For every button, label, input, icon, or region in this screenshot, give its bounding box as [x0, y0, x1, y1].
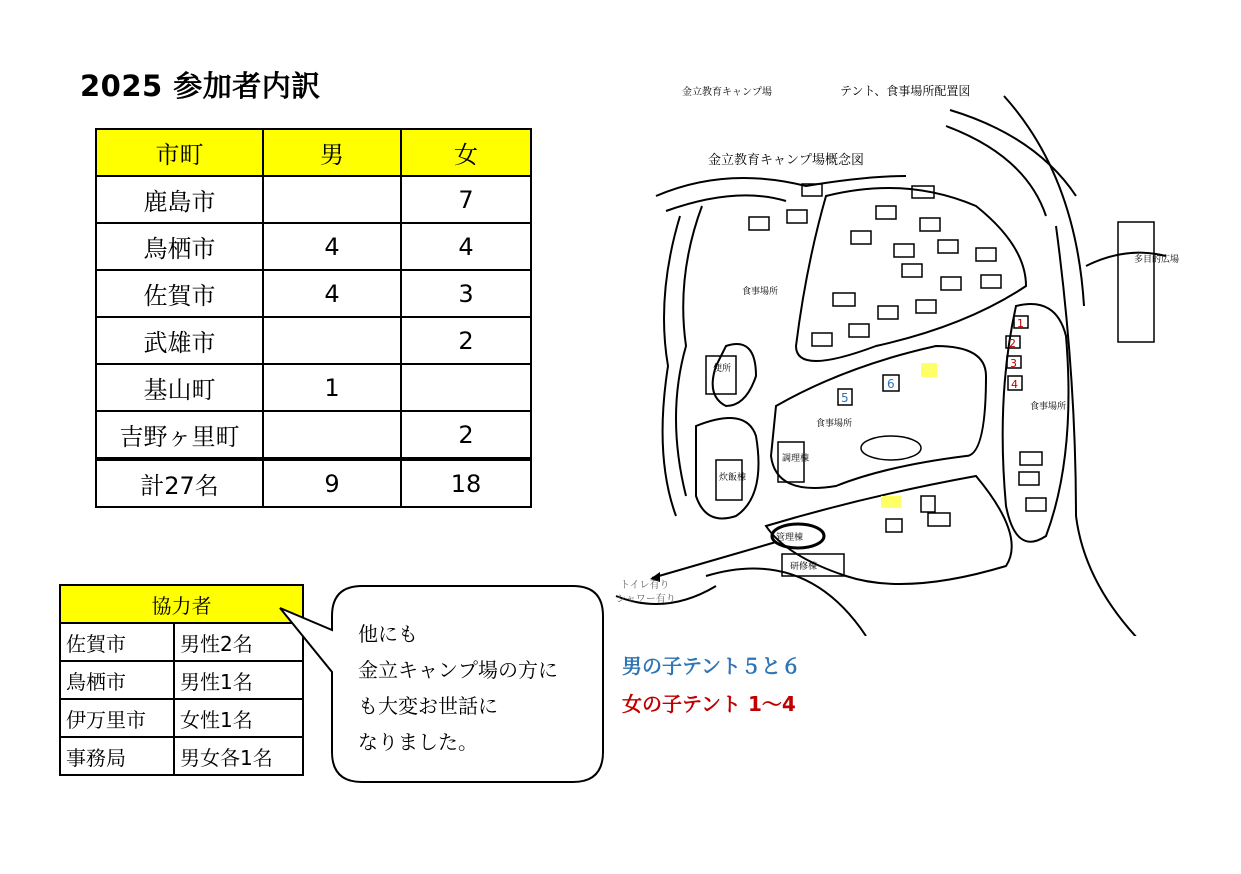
participants-table [95, 128, 532, 508]
male-cell [263, 411, 401, 459]
road-line [946, 126, 1046, 216]
female-cell: 2 [401, 411, 531, 459]
cooking-label: 調理棟 [782, 454, 810, 464]
total-female: 18 [401, 459, 531, 507]
total-male: 9 [263, 459, 401, 507]
plaza-label: 多目的広場 [1134, 255, 1180, 265]
zone-outline [713, 344, 756, 406]
legend-girls: 女の子テント 1〜4 [622, 692, 796, 716]
road-line [663, 216, 680, 516]
map-concept-title: 金立教育キャンプ場概念図 [708, 153, 865, 168]
table-row [60, 699, 303, 737]
city-cell: 佐賀市 [96, 270, 263, 317]
dining-label: 食事場所 [816, 419, 853, 429]
bubble-line: 金立キャンプ場の方に [358, 658, 558, 682]
coop-count: 男女各1名 [174, 737, 303, 775]
table-row [96, 364, 531, 411]
female-cell: 3 [401, 270, 531, 317]
female-cell [401, 364, 531, 411]
table-row [96, 270, 531, 317]
cooperators-table [59, 584, 304, 776]
bubble-line: なりました。 [358, 730, 478, 754]
header-female: 女 [401, 129, 531, 176]
arrow-line [652, 542, 776, 578]
header-male: 男 [263, 129, 401, 176]
table-header-row [96, 129, 531, 176]
coop-place: 事務局 [60, 737, 174, 775]
total-row [96, 459, 531, 507]
coop-place: 佐賀市 [60, 623, 174, 661]
page-title: 2025 参加者内訳 [80, 69, 321, 103]
table-row [96, 223, 531, 270]
coop-place: 伊万里市 [60, 699, 174, 737]
tent-group [749, 184, 1046, 532]
city-cell: 吉野ヶ里町 [96, 411, 263, 459]
coop-count: 女性1名 [174, 699, 303, 737]
male-cell: 4 [263, 223, 401, 270]
toilet-label: 便所 [713, 364, 732, 374]
road-line [676, 206, 702, 496]
male-cell: 4 [263, 270, 401, 317]
fire-pit [861, 436, 921, 460]
zone-outline [696, 418, 759, 519]
bubble-line: 他にも [358, 622, 418, 646]
training-label: 研修棟 [790, 562, 818, 572]
table-row [60, 623, 303, 661]
male-cell [263, 176, 401, 223]
highlight [921, 363, 937, 377]
road-line [656, 176, 906, 196]
city-cell: 鳥栖市 [96, 223, 263, 270]
female-cell: 4 [401, 223, 531, 270]
total-label: 計27名 [96, 459, 263, 507]
city-cell: 基山町 [96, 364, 263, 411]
road-line [1004, 96, 1084, 306]
city-cell: 武雄市 [96, 317, 263, 364]
tent-label: 6 [887, 377, 895, 391]
city-cell: 鹿島市 [96, 176, 263, 223]
campsite-map [606, 76, 1186, 636]
table-row [60, 661, 303, 699]
header-city: 市町 [96, 129, 263, 176]
tent-label: 1 [1017, 317, 1024, 330]
table-row [96, 411, 531, 459]
dining-label: 食事場所 [742, 287, 779, 297]
tent-label: 3 [1010, 357, 1017, 370]
facility-note: シャワー有り [616, 594, 676, 605]
legend-boys: 男の子テント５と６ [622, 654, 801, 678]
map-header-right: テント、食事場所配置図 [840, 84, 971, 98]
female-cell: 2 [401, 317, 531, 364]
dining-label: 食事場所 [1030, 402, 1067, 412]
bubble-text [358, 616, 558, 760]
road-line [706, 569, 866, 637]
female-cell: 7 [401, 176, 531, 223]
facility-note: トイレ有り [620, 580, 670, 591]
admin-label: 管理棟 [776, 533, 804, 543]
highlight [881, 496, 901, 508]
coop-count: 男性2名 [174, 623, 303, 661]
road-line [666, 195, 786, 211]
table-row [96, 317, 531, 364]
toilet-building [706, 356, 736, 394]
plaza [1118, 222, 1154, 342]
tent-label: 4 [1011, 378, 1018, 391]
map-header-left: 金立教育キャンプ場 [682, 87, 772, 98]
tent-label: 2 [1009, 337, 1016, 350]
cooperators-header: 協力者 [60, 585, 303, 623]
rice-label: 炊飯棟 [719, 473, 747, 483]
coop-count: 男性1名 [174, 661, 303, 699]
bubble-line: も大変お世話に [358, 694, 498, 718]
male-cell [263, 317, 401, 364]
coop-place: 鳥栖市 [60, 661, 174, 699]
table-row [60, 737, 303, 775]
road-line [1056, 226, 1166, 636]
male-cell: 1 [263, 364, 401, 411]
table-row [96, 176, 531, 223]
tent-label: 5 [841, 391, 849, 405]
